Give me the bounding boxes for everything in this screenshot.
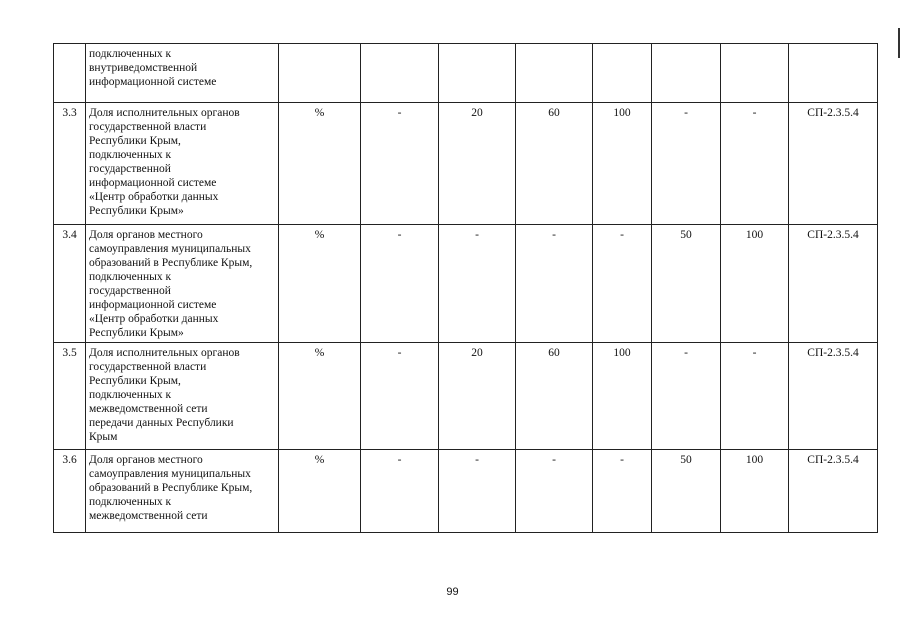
code-cell: СП-2.3.5.4 xyxy=(789,225,878,343)
indicator-name: Доля органов местного самоуправления муниципальных образований в Республике Крым, подключенных к государственной информационной системе «Центр обработки данных Республики Крым» xyxy=(86,225,279,343)
value-cell-3: 60 xyxy=(516,103,593,225)
value-cell-3: - xyxy=(516,225,593,343)
value-cell-6: 100 xyxy=(721,225,789,343)
value-cell-1: - xyxy=(361,103,439,225)
unit-cell: % xyxy=(279,103,361,225)
indicator-name: Доля органов местного самоуправления муниципальных образований в Республике Крым, подключенных к межведомственной сети xyxy=(86,450,279,533)
value-cell-2 xyxy=(439,44,516,103)
margin-line xyxy=(898,28,900,58)
value-cell-3 xyxy=(516,44,593,103)
value-cell-4: - xyxy=(593,225,652,343)
code-cell: СП-2.3.5.4 xyxy=(789,103,878,225)
row-number: 3.5 xyxy=(54,343,86,450)
value-cell-3: 60 xyxy=(516,343,593,450)
unit-cell xyxy=(279,44,361,103)
value-cell-1 xyxy=(361,44,439,103)
value-cell-4: - xyxy=(593,450,652,533)
unit-cell: % xyxy=(279,450,361,533)
table-row xyxy=(54,44,878,103)
value-cell-3: - xyxy=(516,450,593,533)
code-cell: СП-2.3.5.4 xyxy=(789,343,878,450)
row-number: 3.3 xyxy=(54,103,86,225)
value-cell-6: - xyxy=(721,343,789,450)
row-number xyxy=(54,44,86,103)
indicator-name: Доля исполнительных органов государственной власти Республики Крым, подключенных к государственной информационной системе «Центр обработки данных Республики Крым» xyxy=(86,103,279,225)
value-cell-5: 50 xyxy=(652,450,721,533)
value-cell-1: - xyxy=(361,225,439,343)
indicator-name: подключенных к внутриведомственной информационной системе xyxy=(86,44,279,103)
value-cell-1: - xyxy=(361,343,439,450)
value-cell-4: 100 xyxy=(593,103,652,225)
table-row xyxy=(54,103,878,225)
row-number: 3.6 xyxy=(54,450,86,533)
table-row xyxy=(54,225,878,343)
unit-cell: % xyxy=(279,225,361,343)
code-cell xyxy=(789,44,878,103)
unit-cell: % xyxy=(279,343,361,450)
value-cell-2: 20 xyxy=(439,103,516,225)
value-cell-5: - xyxy=(652,103,721,225)
table-row xyxy=(54,450,878,533)
value-cell-5: - xyxy=(652,343,721,450)
value-cell-5 xyxy=(652,44,721,103)
indicator-name: Доля исполнительных органов государственной власти Республики Крым, подключенных к межведомственной сети передачи данных Республики Крым xyxy=(86,343,279,450)
value-cell-4 xyxy=(593,44,652,103)
value-cell-4: 100 xyxy=(593,343,652,450)
value-cell-2: - xyxy=(439,450,516,533)
indicators-table xyxy=(53,43,878,533)
value-cell-6: 100 xyxy=(721,450,789,533)
row-number: 3.4 xyxy=(54,225,86,343)
value-cell-6: - xyxy=(721,103,789,225)
table-row xyxy=(54,343,878,450)
value-cell-2: 20 xyxy=(439,343,516,450)
page-number: 99 xyxy=(446,586,459,598)
code-cell: СП-2.3.5.4 xyxy=(789,450,878,533)
value-cell-1: - xyxy=(361,450,439,533)
value-cell-5: 50 xyxy=(652,225,721,343)
value-cell-6 xyxy=(721,44,789,103)
value-cell-2: - xyxy=(439,225,516,343)
